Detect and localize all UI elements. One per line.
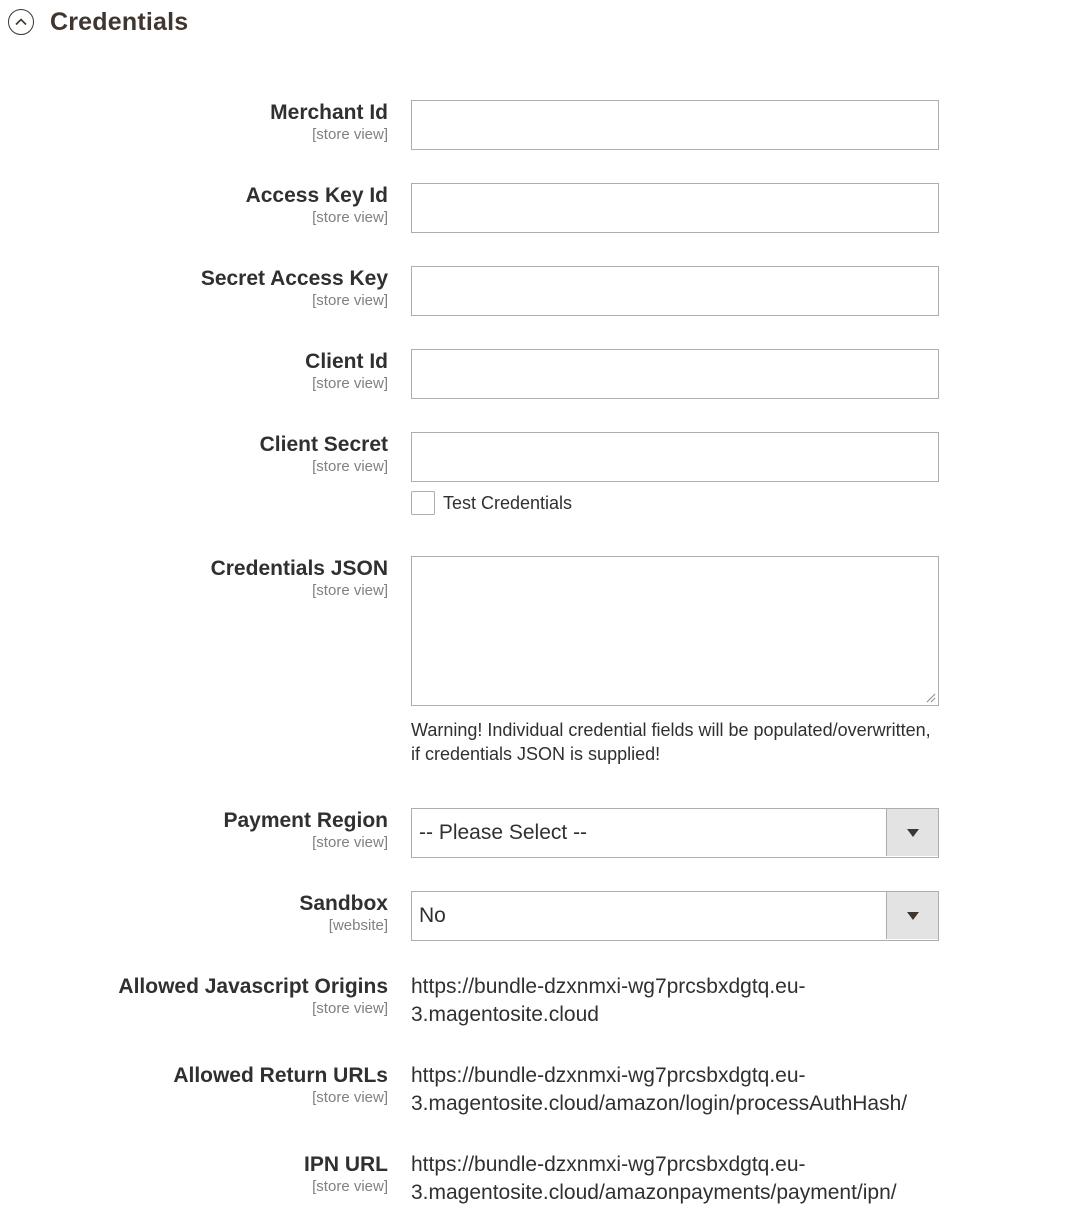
- merchant-id-label: Merchant Id: [270, 101, 388, 124]
- sandbox-label: Sandbox: [299, 892, 388, 915]
- allowed-return-urls-label: Allowed Return URLs: [173, 1064, 388, 1087]
- allowed-return-urls-scope: [store view]: [312, 1089, 388, 1106]
- payment-region-select[interactable]: [411, 808, 939, 858]
- client-secret-scope: [store view]: [312, 458, 388, 475]
- access-key-id-label: Access Key Id: [245, 184, 388, 207]
- test-credentials-checkbox[interactable]: [411, 491, 435, 515]
- access-key-id-scope: [store view]: [312, 209, 388, 226]
- client-secret-label: Client Secret: [259, 433, 388, 456]
- caret-down-icon[interactable]: [886, 809, 938, 856]
- sandbox-select[interactable]: [411, 891, 939, 941]
- ipn-url-value: https://bundle-dzxnmxi-wg7prcsbxdgtq.eu-3.magentosite.cloud/amazonpayments/payment/ipn/: [411, 1153, 897, 1204]
- section-header-credentials[interactable]: [8, 4, 188, 40]
- sandbox-scope: [website]: [328, 917, 388, 934]
- secret-access-key-input[interactable]: [411, 266, 939, 316]
- chevron-up-icon[interactable]: [8, 9, 34, 35]
- section-title: Credentials: [50, 7, 189, 36]
- test-credentials-row[interactable]: [411, 491, 939, 515]
- merchant-id-input[interactable]: [411, 100, 939, 150]
- client-id-scope: [store view]: [312, 375, 388, 392]
- credentials-json-scope: [store view]: [312, 582, 388, 599]
- secret-access-key-scope: [store view]: [312, 292, 388, 309]
- allowed-js-origins-scope: [store view]: [312, 1000, 388, 1017]
- ipn-url-label: IPN URL: [304, 1153, 388, 1176]
- sandbox-selected: No: [419, 904, 446, 927]
- test-credentials-label[interactable]: Test Credentials: [443, 492, 573, 513]
- secret-access-key-label: Secret Access Key: [200, 267, 388, 290]
- credentials-json-label: Credentials JSON: [210, 557, 388, 580]
- client-id-label: Client Id: [305, 350, 388, 373]
- merchant-id-scope: [store view]: [312, 126, 388, 143]
- caret-down-icon[interactable]: [886, 892, 938, 939]
- client-id-input[interactable]: [411, 349, 939, 399]
- credentials-json-textarea[interactable]: [411, 556, 939, 706]
- allowed-js-origins-value: https://bundle-dzxnmxi-wg7prcsbxdgtq.eu-3.magentosite.cloud: [411, 975, 806, 1026]
- allowed-js-origins-label: Allowed Javascript Origins: [118, 975, 388, 998]
- payment-region-scope: [store view]: [312, 834, 388, 851]
- ipn-url-scope: [store view]: [312, 1178, 388, 1195]
- client-secret-input[interactable]: [411, 432, 939, 482]
- payment-region-selected: -- Please Select --: [419, 821, 588, 844]
- credentials-json-warning: Warning! Individual credential fields will be populated/overwritten, if credentials JSON is supplied!: [411, 720, 931, 764]
- payment-region-label: Payment Region: [223, 809, 388, 832]
- resize-handle-icon[interactable]: [926, 693, 936, 703]
- allowed-return-urls-value: https://bundle-dzxnmxi-wg7prcsbxdgtq.eu-3.magentosite.cloud/amazon/login/processAuthHash/: [411, 1064, 908, 1115]
- access-key-id-input[interactable]: [411, 183, 939, 233]
